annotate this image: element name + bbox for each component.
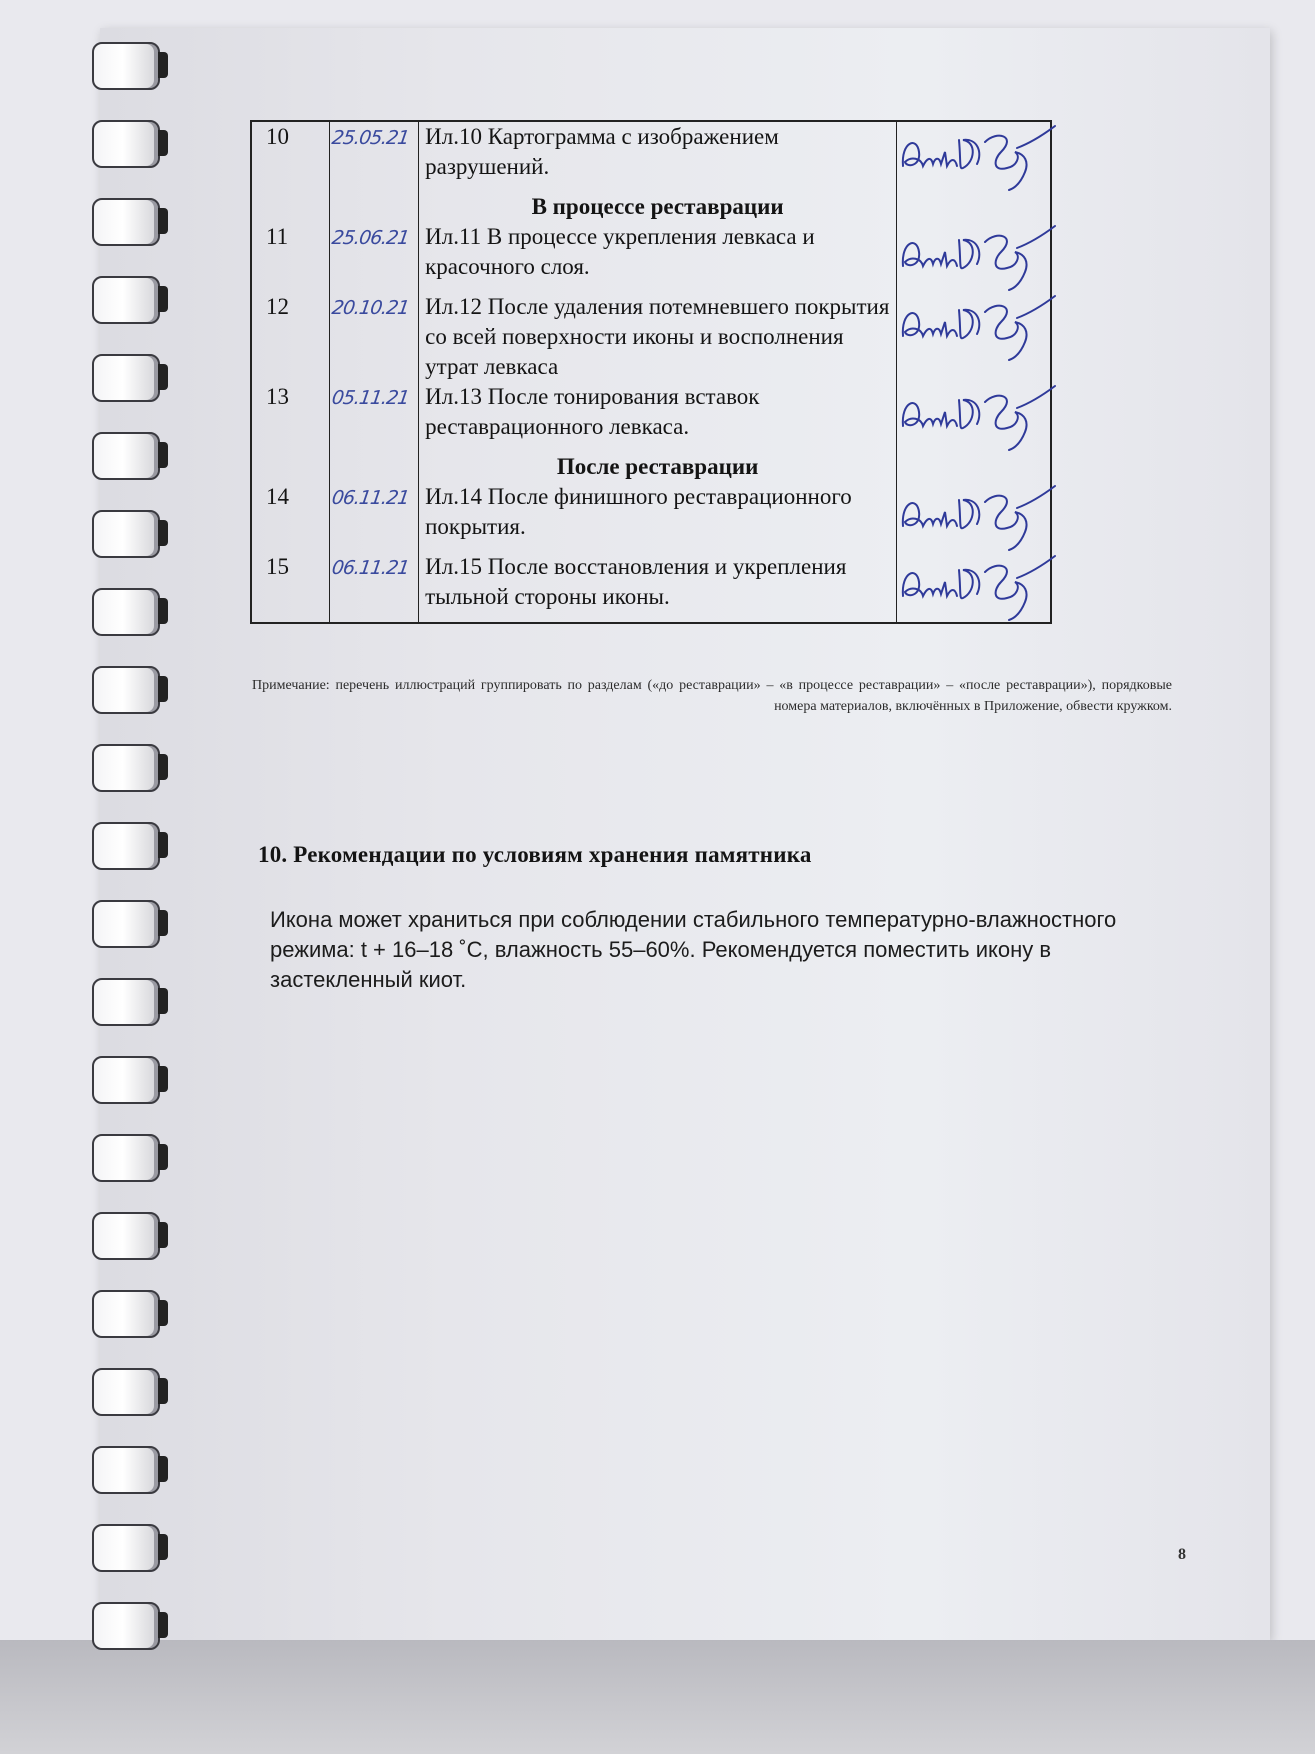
illustrations-table (250, 120, 1052, 624)
binding-ring (92, 432, 160, 480)
binding-ring (92, 120, 160, 168)
desk-surface (0, 1640, 1315, 1754)
item-number: 11 (266, 224, 289, 249)
row-signature-cell (897, 121, 1051, 192)
item-description: Ил.14 После финишного реставрационного покрытия. (425, 484, 852, 539)
table-row (251, 382, 1051, 452)
item-description: Ил.15 После восстановления и укрепления тыльной стороны иконы. (425, 554, 847, 609)
binding-ring (92, 744, 160, 792)
handwritten-date: 20.10.21 (330, 297, 411, 319)
binding-ring (92, 42, 160, 90)
row-description-cell (419, 382, 897, 452)
row-number-cell (251, 382, 330, 452)
row-number-cell (251, 192, 330, 222)
handwritten-date: 06.11.21 (330, 557, 411, 579)
row-date-cell (330, 552, 419, 623)
row-signature-cell (897, 292, 1051, 382)
row-number-cell (251, 222, 330, 292)
row-date-cell (330, 192, 419, 222)
handwritten-date: 05.11.21 (330, 387, 411, 409)
binding-ring (92, 1134, 160, 1182)
binding-ring (92, 510, 160, 558)
table-row (251, 222, 1051, 292)
row-date-cell (330, 382, 419, 452)
row-description-cell (419, 552, 897, 623)
row-date-cell (330, 121, 419, 192)
row-description-cell (419, 292, 897, 382)
binding-ring (92, 1602, 160, 1650)
row-signature-cell (897, 382, 1051, 452)
item-description: Ил.12 После удаления потемневшего покрытия со всей поверхности иконы и восполнения утрат левкаса (425, 294, 890, 379)
row-date-cell (330, 292, 419, 382)
row-signature-cell (897, 482, 1051, 552)
table-row (251, 121, 1051, 192)
row-date-cell (330, 452, 419, 482)
spiral-binding (84, 34, 174, 1644)
handwritten-signature (897, 122, 1057, 192)
handwritten-signature (897, 292, 1057, 362)
handwritten-signature (897, 552, 1057, 622)
table-row (251, 482, 1051, 552)
binding-ring (92, 666, 160, 714)
item-number: 15 (266, 554, 289, 579)
handwritten-date: 06.11.21 (330, 487, 411, 509)
item-number: 14 (266, 484, 289, 509)
binding-ring (92, 276, 160, 324)
row-number-cell (251, 552, 330, 623)
handwritten-date: 25.06.21 (330, 227, 411, 249)
row-number-cell (251, 121, 330, 192)
section-10-heading: 10. Рекомендации по условиям хранения памятника (258, 842, 812, 867)
row-description-cell (419, 482, 897, 552)
row-date-cell (330, 222, 419, 292)
row-signature-cell (897, 452, 1051, 482)
item-number: 10 (266, 124, 289, 149)
row-description-cell (419, 222, 897, 292)
page-number: 8 (1178, 1546, 1186, 1563)
table-section-row (251, 452, 1051, 482)
row-number-cell (251, 452, 330, 482)
row-number-cell (251, 482, 330, 552)
binding-ring (92, 198, 160, 246)
item-description: Ил.10 Картограмма с изображением разрушений. (425, 124, 779, 179)
row-signature-cell (897, 222, 1051, 292)
table-section-row (251, 192, 1051, 222)
handwritten-signature (897, 382, 1057, 452)
table-note: Примечание: перечень иллюстраций группировать по разделам («до реставрации» – «в процессе реставрации» – «после реставрации»), порядковые номера материалов, включённых в Приложение, обвести кружком. (252, 678, 1172, 714)
binding-ring (92, 978, 160, 1026)
handwritten-signature (897, 482, 1057, 552)
handwritten-signature (897, 222, 1057, 292)
binding-ring (92, 588, 160, 636)
binding-ring (92, 354, 160, 402)
binding-ring (92, 1056, 160, 1104)
binding-ring (92, 1446, 160, 1494)
row-number-cell (251, 292, 330, 382)
item-description: Ил.11 В процессе укрепления левкаса и красочного слоя. (425, 224, 815, 279)
row-date-cell (330, 482, 419, 552)
row-signature-cell (897, 552, 1051, 623)
table-row (251, 552, 1051, 623)
binding-ring (92, 1524, 160, 1572)
table-row (251, 292, 1051, 382)
row-signature-cell (897, 192, 1051, 222)
binding-ring (92, 1368, 160, 1416)
row-description-cell (419, 452, 897, 482)
row-description-cell (419, 121, 897, 192)
section-heading: После реставрации (556, 454, 759, 479)
binding-ring (92, 822, 160, 870)
binding-ring (92, 1290, 160, 1338)
binding-ring (92, 900, 160, 948)
binding-ring (92, 1212, 160, 1260)
section-10-body: Икона может храниться при соблюдении стабильного температурно-влажностного режима: t + 16–18 ˚С, влажность 55–60%. Рекомендуется поместить икону в застекленный киот. (270, 907, 1117, 992)
item-description: Ил.13 После тонирования вставок реставрационного левкаса. (425, 384, 760, 439)
section-heading: В процессе реставрации (531, 194, 784, 219)
row-description-cell (419, 192, 897, 222)
item-number: 12 (266, 294, 289, 319)
handwritten-date: 25.05.21 (330, 127, 411, 149)
item-number: 13 (266, 384, 289, 409)
